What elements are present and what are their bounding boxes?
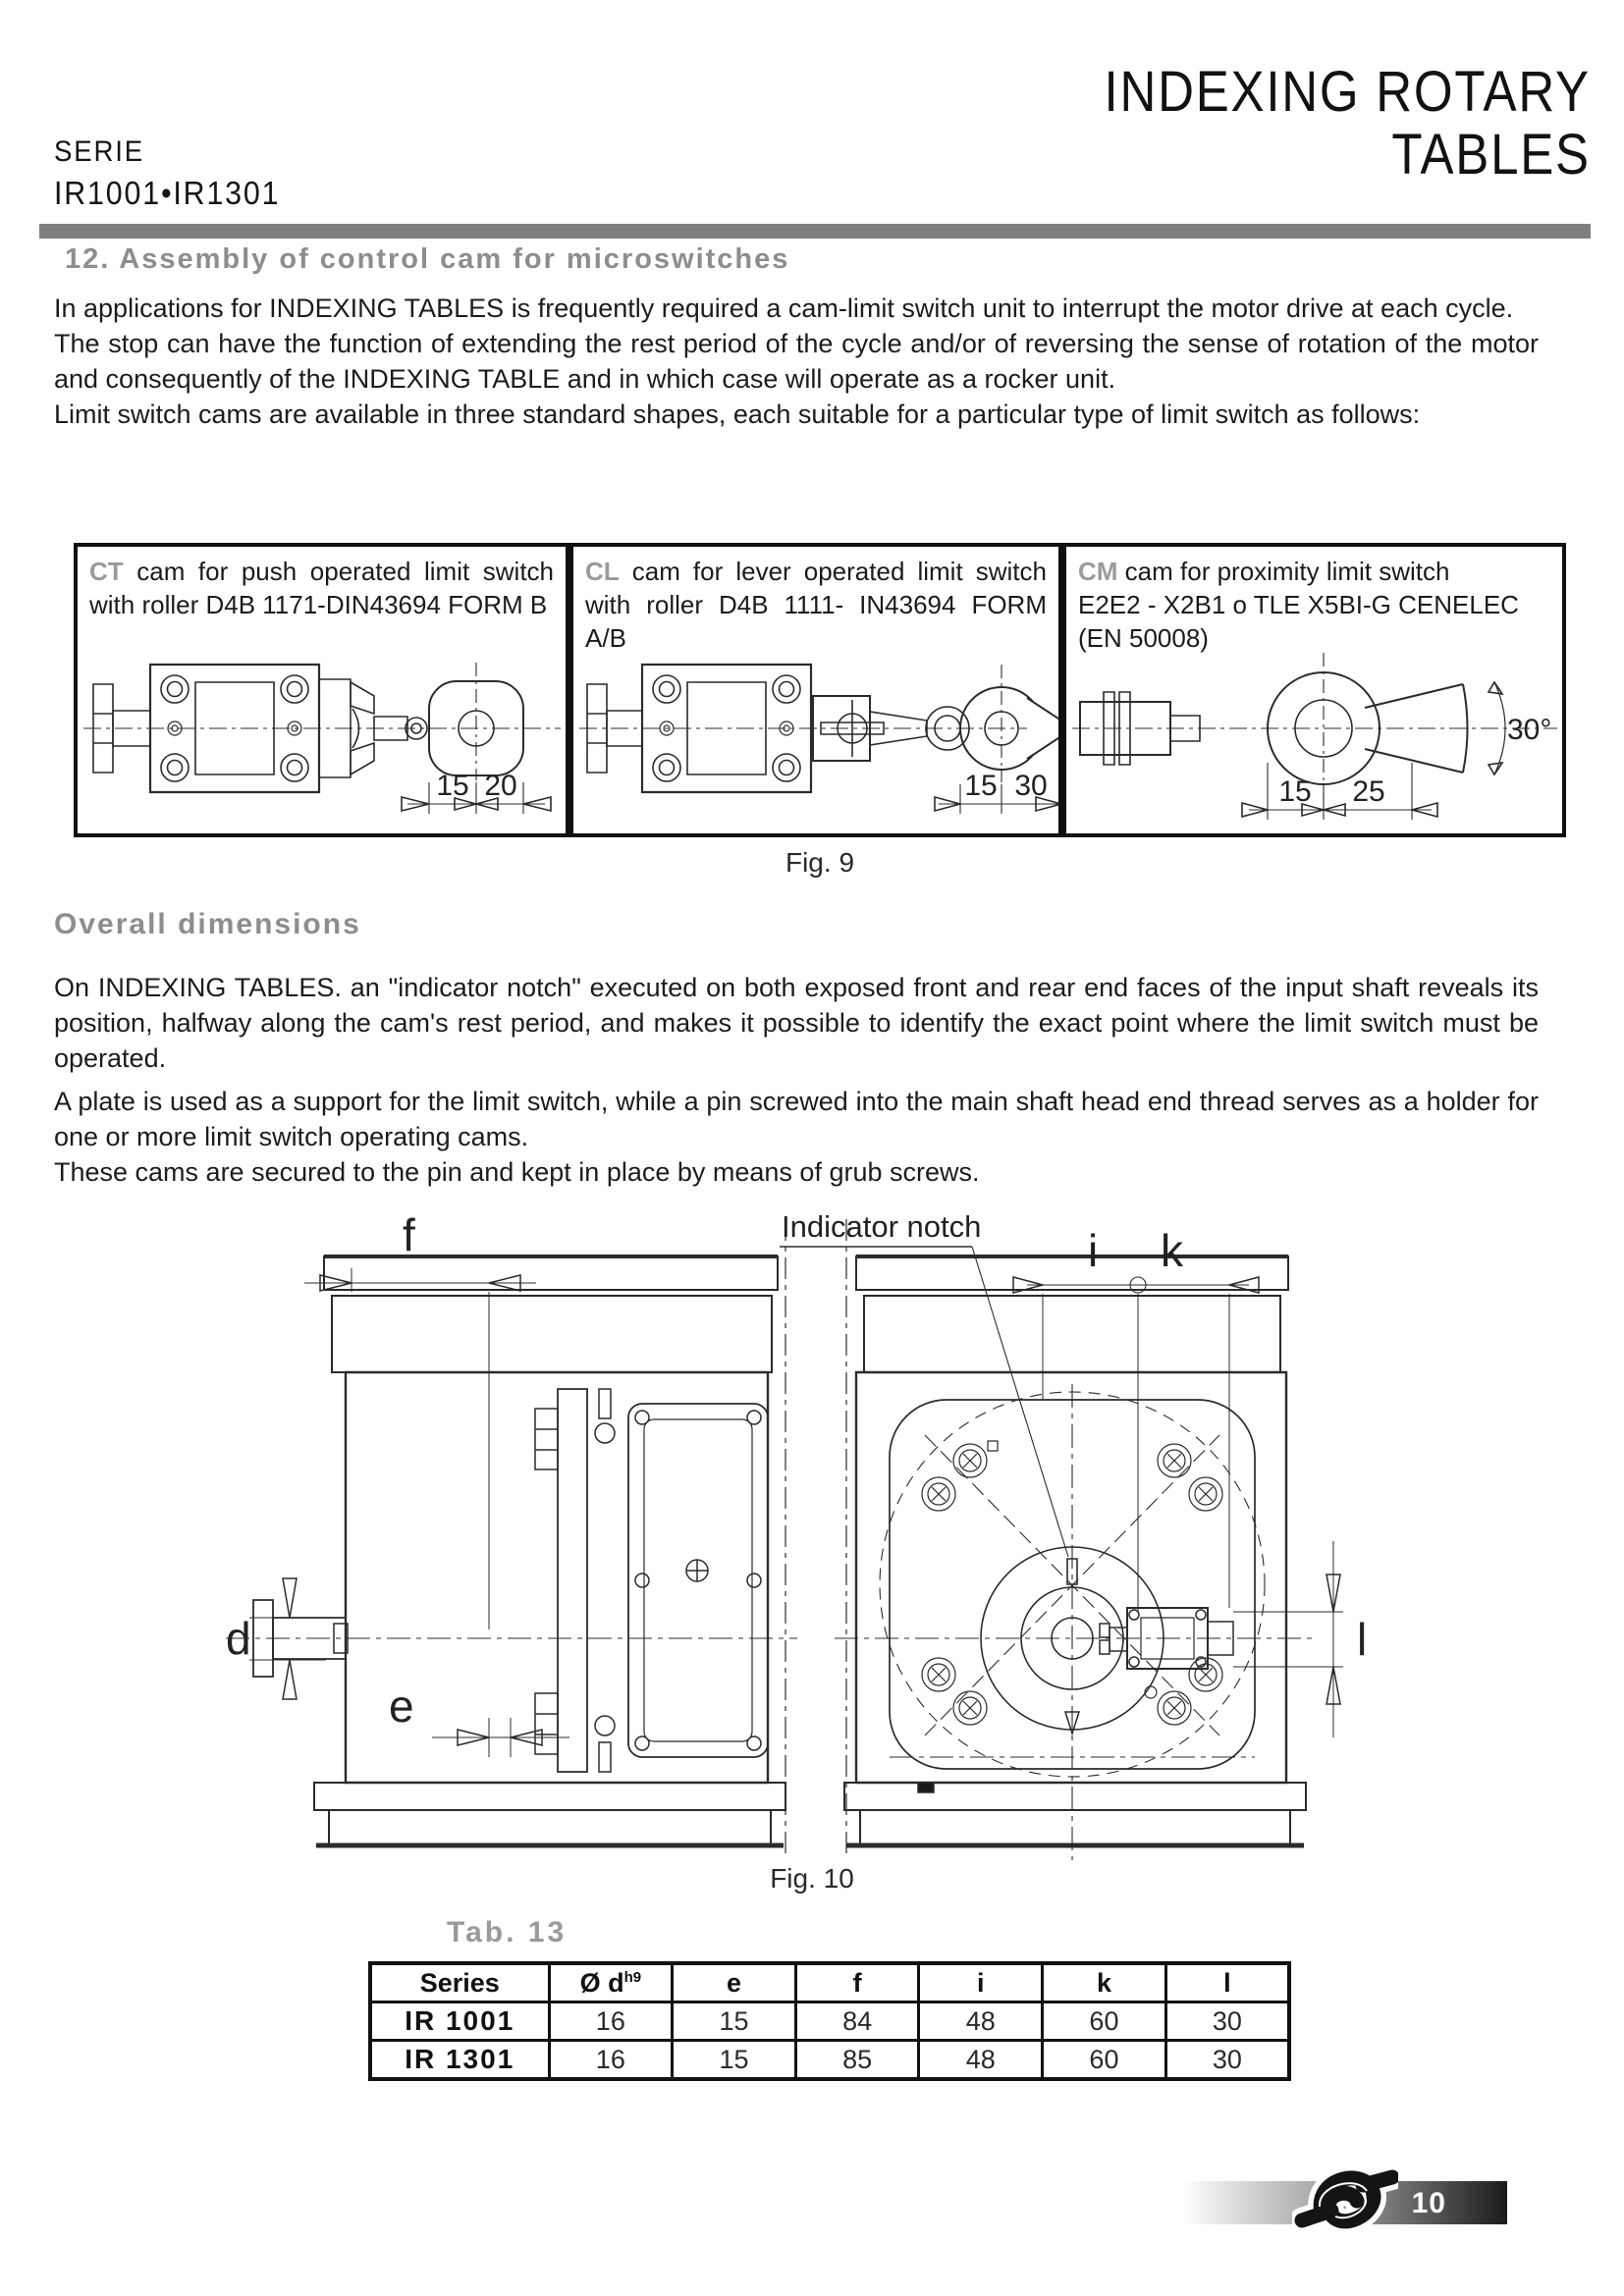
page-number: 10 (1411, 2187, 1446, 2219)
tab13-row1-series: IR 1001 (370, 2002, 549, 2041)
tab13-row2-d: 16 (549, 2041, 673, 2080)
cm-dim-25: 25 (1352, 775, 1385, 808)
ct-dim-15: 15 (436, 770, 469, 802)
cam-drawing-cl (573, 635, 1058, 831)
cam-box-ct (74, 543, 569, 837)
cam-text-ct: cam for push operated limit switch with roller D4B 1171-DIN43694 FORM B (89, 557, 555, 619)
table-row (370, 2041, 1289, 2080)
tab13-row1-d: 16 (549, 2002, 673, 2041)
tab13-header-d: Ø $d^{h9}$ (549, 1963, 673, 2002)
fig10-indicator-label: Indicator notch (782, 1209, 982, 1244)
tab13-header-e: e (673, 1963, 796, 2002)
tab13-row2-f: 85 (795, 2041, 919, 2080)
tab13-header-k: k (1043, 1963, 1166, 2002)
intro-paragraphs (54, 291, 1539, 432)
cm-dim-15: 15 (1278, 775, 1312, 808)
page-title-line1: INDEXING ROTARY (1104, 60, 1591, 124)
tab13-header-i: i (919, 1963, 1043, 2002)
fig9-caption: Fig. 9 (785, 847, 855, 878)
tab13-row1-k: 60 (1043, 2002, 1166, 2041)
fig10-drawing (196, 1207, 1414, 1865)
cl-dim-30: 30 (1014, 770, 1048, 802)
intro-p1: In applications for INDEXING TABLES is frequently required a cam-limit switch unit to interrupt the motor drive at each cycle. (54, 294, 1514, 323)
serie-label: SERIE (54, 135, 145, 168)
fig10-dim-e: e (389, 1681, 414, 1732)
cam-box-ct-caption (89, 555, 554, 621)
cam-text-cl: cam for lever operated limit switch with roller D4B 1111- IN43694 FORM A/B (585, 557, 1047, 653)
tab13-header-l: l (1165, 1963, 1289, 2002)
cm-angle-label: 30° (1507, 714, 1552, 746)
cam-code-cl: CL (585, 557, 620, 586)
tab13-header-series: Series (370, 1963, 549, 2002)
series-code: IR1001•IR1301 (54, 175, 281, 211)
cam-box-cm (1062, 543, 1566, 837)
cam-code-ct: CT (89, 557, 124, 586)
overall-p3: These cams are secured to the pin and kept in place by means of grub screws. (54, 1157, 980, 1187)
cam-drawing-cm (1066, 635, 1562, 831)
fig10-dim-k: k (1161, 1225, 1183, 1276)
intro-p2: The stop can have the function of extending the rest period of the cycle and/or of reversing the sense of rotation of the motor and consequently of the INDEXING TABLE and in which case will operate as a rocker unit. (54, 329, 1539, 394)
tab13-header-d-sup: h9 (623, 1968, 642, 1986)
overall-heading: Overall dimensions (54, 908, 361, 940)
fig10-dim-l: l (1357, 1614, 1368, 1665)
fig10-caption: Fig. 10 (770, 1863, 854, 1894)
page-title (1105, 61, 1591, 187)
tab13-row2-series: IR 1301 (370, 2041, 549, 2080)
tab13-row1-i: 48 (919, 2002, 1043, 2041)
fig10-dim-f: f (403, 1209, 415, 1260)
page-title-line2: TABLES (1391, 123, 1591, 187)
section-heading: 12. Assembly of control cam for microswitches (65, 243, 790, 275)
tab13-row2-e: 15 (673, 2041, 796, 2080)
overall-p1: On INDEXING TABLES. an "indicator notch" executed on both exposed front and rear end faces of the input shaft reveals its position, halfway along the cam's rest period, and makes it possible to identify the exact point where the limit switch must be operated. (54, 973, 1539, 1073)
fig10-dim-i: i (1088, 1225, 1099, 1276)
tab13-table (368, 1961, 1291, 2081)
tab13-title: Tab. 13 (447, 1916, 568, 1949)
table-row (370, 2002, 1289, 2041)
tab13-row2-k: 60 (1043, 2041, 1166, 2080)
cam-box-cl (569, 543, 1062, 837)
cam-code-cm: CM (1078, 557, 1118, 586)
tab13-row2-i: 48 (919, 2041, 1043, 2080)
header-divider (39, 224, 1591, 239)
cam-text-cm-1: cam for proximity limit switch (1124, 557, 1450, 586)
overall-p2: A plate is used as a support for the limit switch, while a pin screwed into the main shaft head end thread serves as a holder for one or more limit switch operating cams. (54, 1087, 1539, 1151)
overall-p1-wrap (54, 970, 1539, 1076)
intro-p3: Limit switch cams are available in three standard shapes, each suitable for a particular type of limit switch as follows: (54, 400, 1421, 429)
cl-dim-15: 15 (964, 770, 998, 802)
tab13-row1-f: 84 (795, 2002, 919, 2041)
cam-text-cm-2: E2E2 - X2B1 o TLE X5BI-G CENELEC (1078, 590, 1519, 619)
brand-logo-icon (1292, 2156, 1398, 2248)
tab13-header-f: f (795, 1963, 919, 2002)
tab13-row2-l: 30 (1165, 2041, 1289, 2080)
tab13-row1-e: 15 (673, 2002, 796, 2041)
overall-p2-wrap (54, 1084, 1539, 1190)
cam-text-cm-3: (EN 50008) (1078, 623, 1209, 653)
ct-dim-20: 20 (484, 770, 517, 802)
tab13-row1-l: 30 (1165, 2002, 1289, 2041)
fig10-dim-d: d (226, 1613, 251, 1664)
cam-drawing-ct (78, 635, 566, 831)
tab13-header-row (370, 1963, 1289, 2002)
